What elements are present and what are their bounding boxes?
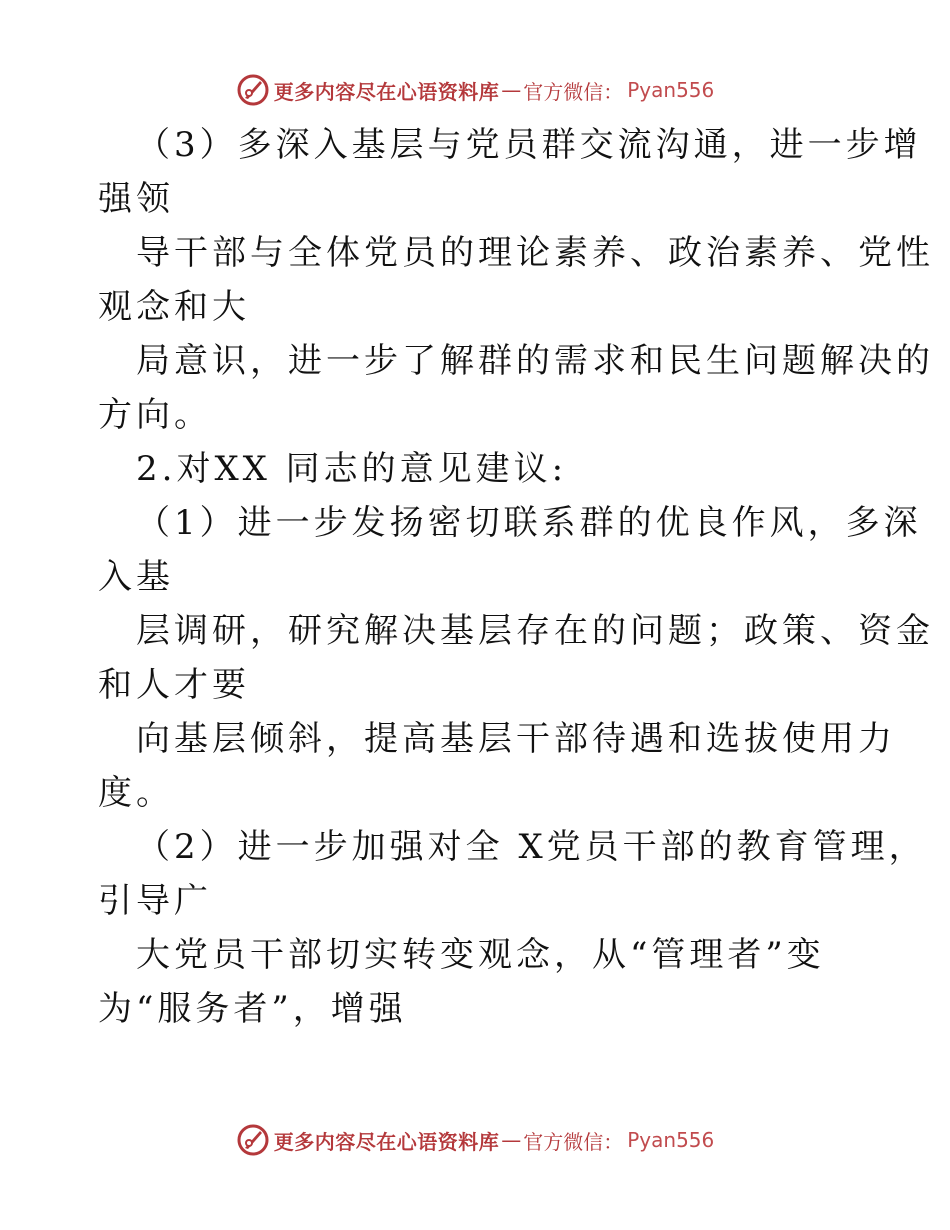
watermark-id: Pyan556	[627, 78, 715, 102]
text-line: （2）进一步加强对全 X党员干部的教育管理，	[136, 827, 927, 867]
text-line: 导干部与全体党员的理论素养、政治素养、党性	[136, 233, 934, 273]
text-line: 引导广	[98, 881, 212, 921]
text-line: 入基	[98, 557, 174, 597]
watermark-label: 官方微信：	[523, 79, 624, 104]
text-line: 2.对XX 同志的意见建议:	[136, 449, 568, 489]
text-line: 向基层倾斜，提高基层干部待遇和选拔使用力	[136, 719, 896, 759]
text-line: 层调研，研究解决基层存在的问题；政策、资金	[136, 611, 934, 651]
watermark-text: 更多内容尽在心语资料库	[273, 1129, 500, 1154]
text-line: 观念和大	[98, 287, 250, 327]
watermark-dash: —	[501, 78, 522, 102]
text-line: （3）多深入基层与党员群交流沟通，进一步增	[136, 125, 922, 165]
quill-logo-icon	[236, 1123, 270, 1157]
header-watermark	[0, 70, 950, 110]
footer-watermark	[0, 1120, 950, 1160]
text-line: 为“服务者”，增强	[98, 989, 407, 1029]
text-line: 度。	[98, 773, 174, 813]
watermark-id: Pyan556	[627, 1128, 715, 1152]
quill-logo-icon	[236, 73, 270, 107]
watermark-dash: —	[501, 1128, 522, 1152]
text-line: 和人才要	[98, 665, 250, 705]
watermark-label: 官方微信：	[523, 1129, 624, 1154]
watermark-text: 更多内容尽在心语资料库	[273, 79, 500, 104]
text-line: 强领	[98, 179, 174, 219]
text-line: （1）进一步发扬密切联系群的优良作风，多深	[136, 503, 922, 543]
text-line: 局意识，进一步了解群的需求和民生问题解决的	[136, 341, 934, 381]
text-line: 大党员干部切实转变观念，从“管理者”变	[136, 935, 825, 975]
text-line: 方向。	[98, 395, 212, 435]
document-body	[98, 118, 934, 1036]
